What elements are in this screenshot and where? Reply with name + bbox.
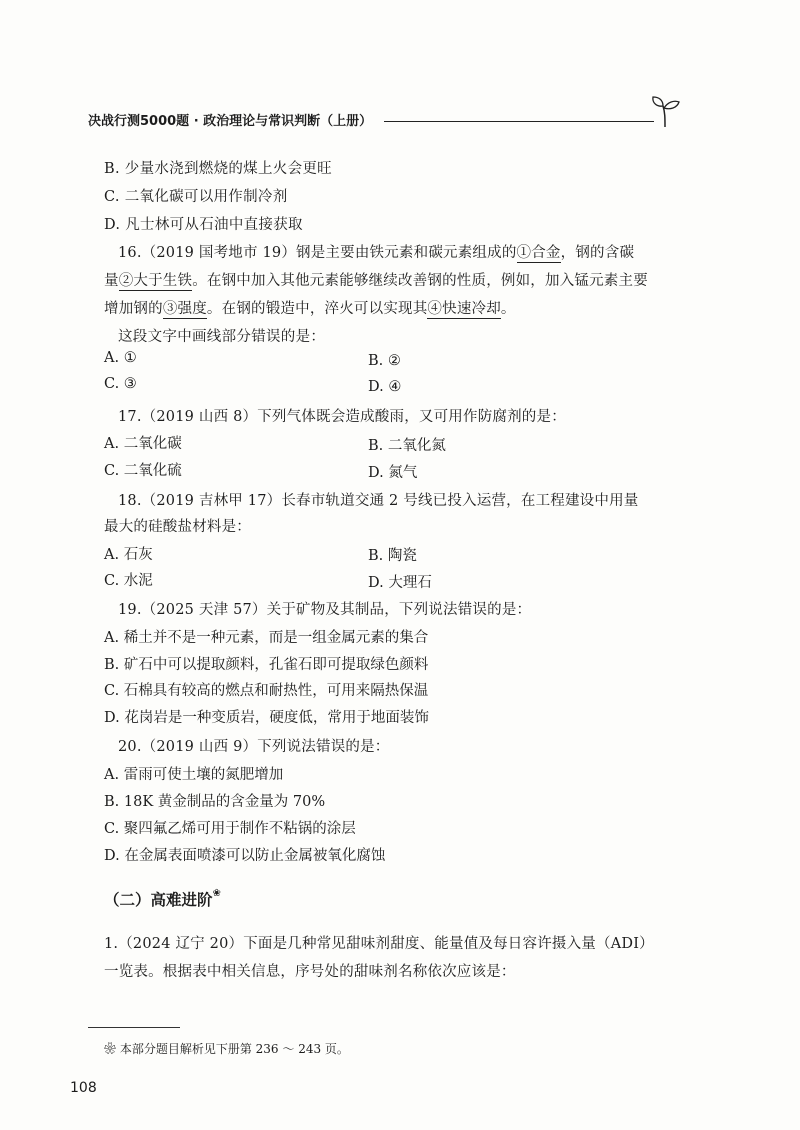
q19-option-b: B. 矿石中可以提取颜料，孔雀石即可提取绿色颜料	[104, 657, 429, 673]
q19-option-c: C. 石棉具有较高的燃点和耐热性，可用来隔热保温	[104, 683, 429, 699]
prev-option-d: D. 凡士林可从石油中直接获取	[104, 217, 303, 233]
q17-option-a: A. 二氧化碳	[104, 436, 182, 452]
header-rule	[384, 121, 654, 122]
q20-option-c: C. 聚四氟乙烯可用于制作不粘锅的涂层	[104, 821, 356, 837]
q18-option-a: A. 石灰	[104, 547, 153, 563]
q18-option-c: C. 水泥	[104, 573, 153, 589]
prev-option-c: C. 二氧化碳可以用作制冷剂	[104, 189, 288, 205]
q16-option-b: B. ②	[368, 353, 401, 369]
q17-option-c: C. 二氧化硫	[104, 463, 182, 479]
q20-option-a: A. 雷雨可使土壤的氮肥增加	[104, 767, 284, 783]
q16-text: 增加钢的	[104, 301, 163, 317]
q16-underline-1: ①合金	[516, 245, 561, 261]
q16-text: 16.（2019 国考地市 19）钢是主要由铁元素和碳元素组成的	[118, 245, 517, 261]
sprout-icon	[648, 94, 682, 128]
q17-option-b: B. 二氧化氮	[368, 438, 446, 454]
q16-stem-line-2	[104, 269, 648, 290]
adv-q1-stem-line-1: 1.（2024 辽宁 20）下面是几种常见甜味剂甜度、能量值及每日容许摄入量（ADI）	[104, 936, 654, 952]
q19-stem: 19.（2025 天津 57）关于矿物及其制品，下列说法错误的是：	[118, 602, 532, 618]
section-heading-text: （二）高难进阶	[104, 891, 213, 909]
q17-stem: 17.（2019 山西 8）下列气体既会造成酸雨，又可用作防腐剂的是：	[118, 409, 566, 425]
section-heading	[104, 888, 221, 910]
q17-option-d: D. 氮气	[368, 465, 418, 481]
q18-option-d: D. 大理石	[368, 575, 432, 591]
q16-prompt: 这段文字中画线部分错误的是：	[118, 329, 326, 345]
q16-text: ，钢的含碳	[560, 245, 635, 261]
prev-option-b: B. 少量水浇到燃烧的煤上火会更旺	[104, 161, 332, 177]
q16-text: 。在钢的锻造中，淬火可以实现其	[206, 301, 428, 317]
q16-text: 。	[500, 301, 516, 317]
footnote	[104, 1040, 349, 1057]
q16-option-d: D. ④	[368, 379, 402, 395]
q18-option-b: B. 陶瓷	[368, 548, 417, 564]
footnote-rule	[88, 1027, 180, 1028]
q16-underline-2: ②大于生铁	[118, 273, 193, 289]
q16-option-a: A. ①	[104, 350, 137, 366]
q18-stem-line-1: 18.（2019 吉林甲 17）长春市轨道交通 2 号线已投入运营，在工程建设中用量	[118, 493, 639, 509]
q16-option-c: C. ③	[104, 376, 137, 392]
q16-text: 量	[104, 273, 119, 289]
flower-mark-icon: ❀	[104, 1042, 117, 1056]
q20-option-b: B. 18K 黄金制品的含金量为 70%	[104, 794, 326, 810]
footnote-text: 本部分题目解析见下册第 236 ～ 243 页。	[119, 1042, 349, 1056]
q19-option-d: D. 花岗岩是一种变质岩，硬度低，常用于地面装饰	[104, 710, 429, 726]
page-number: 108	[70, 1080, 97, 1096]
q16-stem-line-3	[104, 297, 516, 318]
flower-mark-icon: ❀	[212, 888, 221, 899]
q18-stem-line-2: 最大的硅酸盐材料是：	[104, 519, 251, 535]
adv-q1-stem-line-2: 一览表。根据表中相关信息，序号处的甜味剂名称依次应该是：	[104, 964, 516, 980]
q16-underline-4: ④快速冷却	[427, 301, 501, 317]
q19-option-a: A. 稀土并不是一种元素，而是一组金属元素的集合	[104, 630, 429, 646]
q20-option-d: D. 在金属表面喷漆可以防止金属被氧化腐蚀	[104, 848, 386, 864]
q16-stem-line-1	[118, 241, 634, 262]
q16-underline-3: ③强度	[162, 301, 207, 317]
q20-stem: 20.（2019 山西 9）下列说法错误的是：	[118, 739, 390, 755]
q16-text: 。在钢中加入其他元素能够继续改善钢的性质，例如，加入锰元素主要	[192, 273, 648, 289]
running-header-title: 决战行测5000题 · 政治理论与常识判断（上册）	[88, 114, 373, 129]
